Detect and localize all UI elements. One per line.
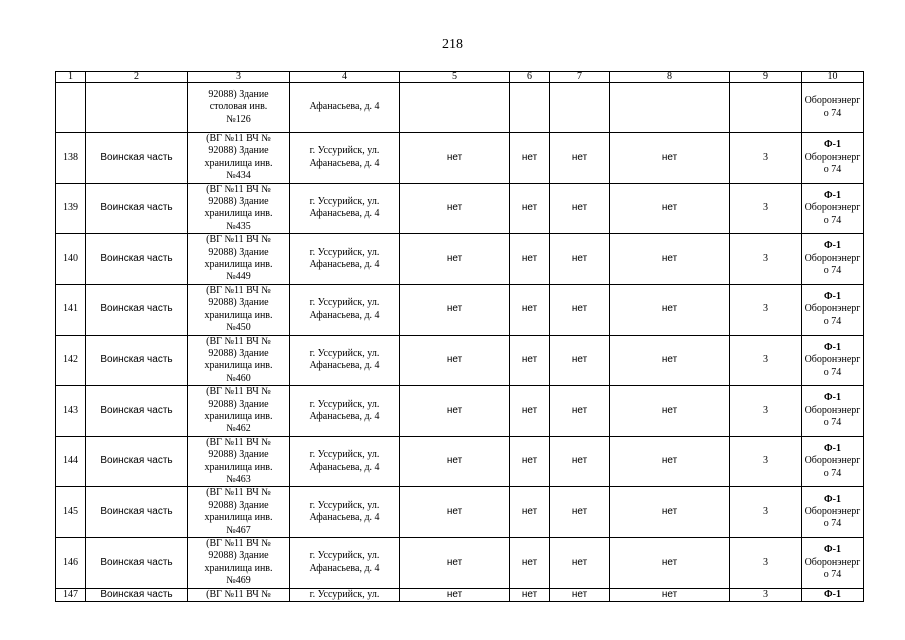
cell-address [290, 335, 400, 386]
cell-type [86, 133, 188, 184]
cell-9 [730, 335, 802, 386]
cell-owner [802, 335, 864, 386]
table-row [56, 487, 864, 538]
availability-value: нет [661, 505, 678, 517]
cell-8 [610, 335, 730, 386]
object-line: №434 [226, 170, 251, 182]
object-line: №462 [226, 423, 251, 435]
owner-line: о 74 [823, 315, 842, 327]
cell-6 [510, 335, 550, 386]
availability-value: нет [521, 404, 538, 416]
cell-7 [550, 538, 610, 589]
object-line: (ВГ №11 ВЧ № [206, 487, 271, 499]
column-number: 8 [610, 72, 730, 83]
object-line: 92088) Здание [208, 550, 269, 562]
owner-line: о 74 [823, 265, 842, 277]
address-line: г. Уссурийск, ул. [309, 196, 380, 208]
category-value: 3 [763, 252, 768, 264]
row-number: 145 [63, 505, 78, 517]
cell-9 [730, 234, 802, 285]
cell-num [56, 335, 86, 386]
availability-value: нет [446, 202, 463, 214]
object-line: (ВГ №11 ВЧ № [206, 234, 271, 246]
object-line: №435 [226, 220, 251, 232]
availability-value: нет [446, 151, 463, 163]
object-line: 92088) Здание [208, 499, 269, 511]
object-line: 92088) Здание [208, 398, 269, 410]
cell-num [56, 588, 86, 601]
column-number: 6 [510, 72, 550, 83]
row-number: 144 [63, 455, 78, 467]
object-line: (ВГ №11 ВЧ № [206, 538, 271, 549]
object-type: Воинская часть [100, 404, 173, 416]
object-line: №467 [226, 524, 251, 536]
table-row [56, 133, 864, 184]
cell-object [188, 487, 290, 538]
category-value: 3 [763, 202, 768, 214]
availability-value: нет [521, 151, 538, 163]
object-line: №469 [226, 575, 251, 587]
object-line: №460 [226, 372, 251, 384]
cell-7 [550, 183, 610, 234]
address-line: г. Уссурийск, ул. [309, 589, 380, 601]
cell-7 [550, 234, 610, 285]
address-line: Афанасьева, д. 4 [309, 208, 380, 220]
cell-type [86, 588, 188, 601]
object-line: №463 [226, 473, 251, 485]
cell-6 [510, 386, 550, 437]
cell-address [290, 386, 400, 437]
cell-7 [550, 133, 610, 184]
cell-num [56, 234, 86, 285]
row-number: 146 [63, 556, 78, 568]
cell-9 [730, 183, 802, 234]
cell-type [86, 487, 188, 538]
availability-value: нет [446, 303, 463, 315]
cell-7 [550, 588, 610, 601]
object-type: Воинская часть [100, 252, 173, 264]
cell-8 [610, 588, 730, 601]
object-line: №449 [226, 271, 251, 283]
cell-5 [400, 386, 510, 437]
address-line: Афанасьева, д. 4 [309, 360, 380, 372]
availability-value: нет [521, 354, 538, 366]
cell-6 [510, 436, 550, 487]
owner-code: Ф-1 [824, 189, 841, 201]
category-value: 3 [763, 589, 768, 601]
owner-code: Ф-1 [824, 392, 841, 404]
owner-code: Ф-1 [824, 291, 841, 303]
address-line: Афанасьева, д. 4 [309, 101, 380, 113]
cell-7 [550, 83, 610, 133]
cell-address [290, 436, 400, 487]
cell-7 [550, 335, 610, 386]
cell-6 [510, 83, 550, 133]
column-number: 2 [86, 72, 188, 83]
cell-object [188, 133, 290, 184]
owner-line: о 74 [823, 417, 842, 429]
object-line: столовая инв. [209, 101, 268, 113]
cell-object [188, 588, 290, 601]
cell-5 [400, 183, 510, 234]
availability-value: нет [661, 202, 678, 214]
owner-line: Оборонэнерг [804, 95, 861, 107]
cell-8 [610, 487, 730, 538]
cell-6 [510, 284, 550, 335]
availability-value: нет [661, 252, 678, 264]
cell-9 [730, 538, 802, 589]
cell-5 [400, 436, 510, 487]
availability-value: нет [446, 556, 463, 568]
address-line: г. Уссурийск, ул. [309, 145, 380, 157]
registry-table [55, 71, 864, 602]
cell-address [290, 538, 400, 589]
cell-owner [802, 133, 864, 184]
cell-9 [730, 436, 802, 487]
cell-6 [510, 487, 550, 538]
table-row [56, 436, 864, 487]
object-line: 92088) Здание [208, 297, 269, 309]
cell-9 [730, 133, 802, 184]
cell-7 [550, 284, 610, 335]
owner-line: Оборонэнерг [804, 455, 861, 467]
cell-9 [730, 83, 802, 133]
cell-object [188, 436, 290, 487]
address-line: Афанасьева, д. 4 [309, 309, 380, 321]
cell-num [56, 284, 86, 335]
address-line: г. Уссурийск, ул. [309, 550, 380, 562]
owner-code: Ф-1 [824, 341, 841, 353]
owner-line: Оборонэнерг [804, 505, 861, 517]
availability-value: нет [521, 303, 538, 315]
owner-line: о 74 [823, 467, 842, 479]
address-line: Афанасьева, д. 4 [309, 461, 380, 473]
category-value: 3 [763, 303, 768, 315]
cell-5 [400, 83, 510, 133]
address-line: г. Уссурийск, ул. [309, 297, 380, 309]
cell-owner [802, 234, 864, 285]
object-line: (ВГ №11 ВЧ № [206, 335, 271, 347]
cell-6 [510, 234, 550, 285]
column-number: 9 [730, 72, 802, 83]
table-row [56, 335, 864, 386]
object-line: хранилища инв. [204, 461, 273, 473]
object-line: (ВГ №11 ВЧ № [206, 436, 271, 448]
owner-line: Оборонэнерг [804, 404, 861, 416]
owner-line: Оборонэнерг [804, 354, 861, 366]
table-row [56, 183, 864, 234]
cell-5 [400, 234, 510, 285]
cell-type [86, 183, 188, 234]
cell-6 [510, 538, 550, 589]
owner-line: Оборонэнерг [804, 202, 861, 214]
object-line: хранилища инв. [204, 562, 273, 574]
cell-8 [610, 234, 730, 285]
cell-8 [610, 183, 730, 234]
object-line: 92088) Здание [208, 246, 269, 258]
owner-code: Ф-1 [824, 493, 841, 505]
object-line: хранилища инв. [204, 512, 273, 524]
row-number: 139 [63, 202, 78, 214]
category-value: 3 [763, 505, 768, 517]
cell-9 [730, 386, 802, 437]
cell-object [188, 386, 290, 437]
object-line: хранилища инв. [204, 208, 273, 220]
object-line: (ВГ №11 ВЧ № [206, 183, 271, 195]
availability-value: нет [446, 252, 463, 264]
row-number: 142 [63, 354, 78, 366]
owner-line: Оборонэнерг [804, 151, 861, 163]
object-line: 92088) Здание [208, 449, 269, 461]
object-line: (ВГ №11 ВЧ № [206, 589, 271, 601]
cell-9 [730, 487, 802, 538]
address-line: г. Уссурийск, ул. [309, 347, 380, 359]
object-type: Воинская часть [100, 303, 173, 315]
availability-value: нет [446, 404, 463, 416]
owner-line: о 74 [823, 164, 842, 176]
owner-code: Ф-1 [824, 442, 841, 454]
object-line: 92088) Здание [208, 88, 269, 100]
continuation-row [56, 83, 864, 133]
cell-8 [610, 284, 730, 335]
row-number: 141 [63, 303, 78, 315]
cell-object [188, 83, 290, 133]
cell-9 [730, 588, 802, 601]
cell-6 [510, 588, 550, 601]
address-line: Афанасьева, д. 4 [309, 259, 380, 271]
cell-address [290, 588, 400, 601]
cell-5 [400, 284, 510, 335]
availability-value: нет [521, 505, 538, 517]
availability-value: нет [446, 505, 463, 517]
availability-value: нет [521, 252, 538, 264]
availability-value: нет [571, 354, 588, 366]
cell-address [290, 234, 400, 285]
availability-value: нет [446, 354, 463, 366]
cell-5 [400, 538, 510, 589]
cell-address [290, 284, 400, 335]
table-row [56, 234, 864, 285]
owner-line: Оборонэнерг [804, 252, 861, 264]
category-value: 3 [763, 455, 768, 467]
cell-owner [802, 183, 864, 234]
object-line: 92088) Здание [208, 145, 269, 157]
cell-9 [730, 284, 802, 335]
cell-address [290, 83, 400, 133]
page-number: 218 [442, 37, 463, 52]
table-row [56, 386, 864, 437]
row-number: 140 [63, 252, 78, 264]
availability-value: нет [571, 202, 588, 214]
cell-object [188, 335, 290, 386]
address-line: г. Уссурийск, ул. [309, 449, 380, 461]
availability-value: нет [661, 404, 678, 416]
availability-value: нет [521, 202, 538, 214]
cell-object [188, 538, 290, 589]
cell-num [56, 386, 86, 437]
cell-5 [400, 487, 510, 538]
availability-value: нет [571, 252, 588, 264]
availability-value: нет [661, 455, 678, 467]
availability-value: нет [661, 354, 678, 366]
row-number: 143 [63, 404, 78, 416]
availability-value: нет [571, 505, 588, 517]
column-number: 1 [56, 72, 86, 83]
cell-owner [802, 487, 864, 538]
owner-line: о 74 [823, 214, 842, 226]
availability-value: нет [446, 455, 463, 467]
object-line: (ВГ №11 ВЧ № [206, 133, 271, 144]
object-type: Воинская часть [100, 151, 173, 163]
availability-value: нет [571, 303, 588, 315]
object-type: Воинская часть [100, 589, 173, 601]
category-value: 3 [763, 404, 768, 416]
cell-num [56, 487, 86, 538]
cell-owner [802, 588, 864, 601]
owner-line: Оборонэнерг [804, 556, 861, 568]
availability-value: нет [661, 589, 678, 601]
column-number: 7 [550, 72, 610, 83]
availability-value: нет [446, 589, 463, 601]
cell-type [86, 386, 188, 437]
column-number: 5 [400, 72, 510, 83]
cell-7 [550, 487, 610, 538]
cell-owner [802, 386, 864, 437]
owner-code: Ф-1 [824, 544, 841, 556]
object-type: Воинская часть [100, 505, 173, 517]
owner-line: о 74 [823, 569, 842, 581]
row-number: 147 [63, 589, 78, 601]
object-line: хранилища инв. [204, 157, 273, 169]
address-line: г. Уссурийск, ул. [309, 499, 380, 511]
cell-5 [400, 588, 510, 601]
object-line: 92088) Здание [208, 196, 269, 208]
cell-owner [802, 284, 864, 335]
object-type: Воинская часть [100, 354, 173, 366]
cell-num [56, 83, 86, 133]
object-line: (ВГ №11 ВЧ № [206, 386, 271, 398]
cell-address [290, 133, 400, 184]
table-row [56, 538, 864, 589]
object-type: Воинская часть [100, 455, 173, 467]
availability-value: нет [571, 455, 588, 467]
cell-8 [610, 133, 730, 184]
object-type: Воинская часть [100, 556, 173, 568]
availability-value: нет [571, 589, 588, 601]
owner-line: о 74 [823, 518, 842, 530]
cell-object [188, 234, 290, 285]
availability-value: нет [661, 151, 678, 163]
address-line: г. Уссурийск, ул. [309, 398, 380, 410]
column-number: 10 [802, 72, 864, 83]
owner-line: о 74 [823, 366, 842, 378]
object-line: хранилища инв. [204, 410, 273, 422]
object-line: хранилища инв. [204, 259, 273, 271]
cell-address [290, 487, 400, 538]
cell-owner [802, 83, 864, 133]
owner-code: Ф-1 [824, 139, 841, 151]
cell-type [86, 538, 188, 589]
availability-value: нет [571, 404, 588, 416]
object-type: Воинская часть [100, 202, 173, 214]
address-line: Афанасьева, д. 4 [309, 157, 380, 169]
cell-type [86, 335, 188, 386]
object-line: (ВГ №11 ВЧ № [206, 284, 271, 296]
cell-object [188, 284, 290, 335]
cell-5 [400, 335, 510, 386]
object-line: №126 [226, 113, 251, 125]
availability-value: нет [661, 303, 678, 315]
cell-num [56, 436, 86, 487]
address-line: Афанасьева, д. 4 [309, 562, 380, 574]
table-row [56, 284, 864, 335]
cell-address [290, 183, 400, 234]
cell-num [56, 133, 86, 184]
availability-value: нет [571, 556, 588, 568]
category-value: 3 [763, 354, 768, 366]
cell-type [86, 436, 188, 487]
object-line: 92088) Здание [208, 347, 269, 359]
object-line: хранилища инв. [204, 360, 273, 372]
column-number: 3 [188, 72, 290, 83]
cell-type [86, 234, 188, 285]
cell-owner [802, 538, 864, 589]
cell-7 [550, 436, 610, 487]
cell-8 [610, 83, 730, 133]
cell-num [56, 183, 86, 234]
row-number: 138 [63, 151, 78, 163]
cell-owner [802, 436, 864, 487]
availability-value: нет [521, 556, 538, 568]
cell-num [56, 538, 86, 589]
availability-value: нет [571, 151, 588, 163]
cell-type [86, 284, 188, 335]
address-line: Афанасьева, д. 4 [309, 410, 380, 422]
availability-value: нет [521, 455, 538, 467]
cell-8 [610, 436, 730, 487]
owner-code: Ф-1 [824, 240, 841, 252]
cell-type [86, 83, 188, 133]
cell-object [188, 183, 290, 234]
cell-6 [510, 183, 550, 234]
category-value: 3 [763, 556, 768, 568]
column-number: 4 [290, 72, 400, 83]
cell-5 [400, 133, 510, 184]
cell-8 [610, 386, 730, 437]
category-value: 3 [763, 151, 768, 163]
owner-code: Ф-1 [824, 589, 841, 601]
address-line: г. Уссурийск, ул. [309, 246, 380, 258]
availability-value: нет [661, 556, 678, 568]
cell-8 [610, 538, 730, 589]
object-line: №450 [226, 322, 251, 334]
cell-6 [510, 133, 550, 184]
cell-7 [550, 386, 610, 437]
owner-line: о 74 [823, 107, 842, 119]
table-row [56, 588, 864, 601]
owner-line: Оборонэнерг [804, 303, 861, 315]
object-line: хранилища инв. [204, 309, 273, 321]
column-number-row [56, 72, 864, 83]
availability-value: нет [521, 589, 538, 601]
address-line: Афанасьева, д. 4 [309, 512, 380, 524]
